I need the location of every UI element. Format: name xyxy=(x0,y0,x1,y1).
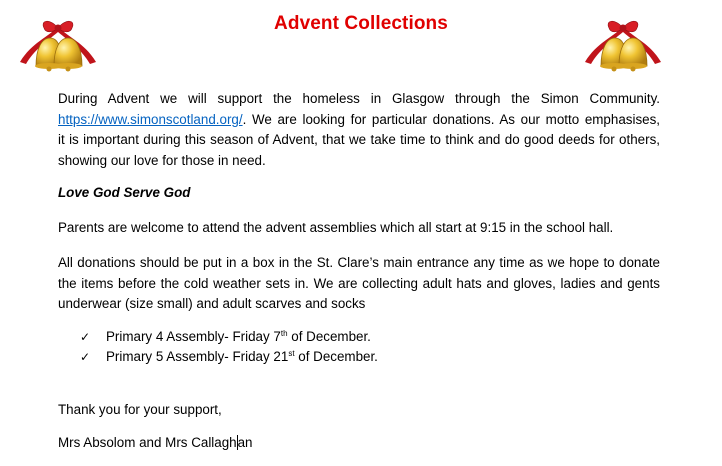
ordinal-suffix: th xyxy=(280,329,288,338)
list-item xyxy=(80,347,378,367)
assembly-list xyxy=(80,327,378,367)
page-title: Advent Collections xyxy=(274,13,448,34)
donations-line-3: underwear (size small) and adult scarves and socks xyxy=(58,296,366,311)
intro-paragraph xyxy=(58,89,660,171)
christmas-bells-icon xyxy=(583,18,663,74)
intro-line-3: it is important during this season of Advent, that we take time to think and do good deeds for others, xyxy=(58,132,660,147)
checkmark-icon: ✓ xyxy=(80,330,91,344)
assembly-date-prefix: Primary 5 Assembly- Friday 21 xyxy=(106,349,289,364)
assembly-date-prefix: Primary 4 Assembly- Friday 7 xyxy=(106,329,281,344)
ordinal-suffix: st xyxy=(288,349,295,358)
motto-heading: Love God Serve God xyxy=(58,185,191,200)
assemblies-paragraph: Parents are welcome to attend the advent assemblies which all start at 9:15 in the school hall. xyxy=(58,220,614,235)
assembly-date-rest: of December. xyxy=(294,349,378,364)
thanks-line: Thank you for your support, xyxy=(58,402,222,417)
assembly-text xyxy=(106,347,378,367)
donations-paragraph xyxy=(58,253,660,315)
intro-line-4: showing our love for those in need. xyxy=(58,152,266,168)
assembly-date-rest: of December. xyxy=(287,329,371,344)
checkmark-icon: ✓ xyxy=(80,350,91,364)
signoff-text-end: an xyxy=(237,435,253,450)
list-item xyxy=(80,327,378,347)
signoff-text-start: Mrs Absolom and Mrs Callagh xyxy=(58,435,237,450)
simon-community-link[interactable]: https://www.simonscotland.org/ xyxy=(58,111,243,127)
intro-line-2 xyxy=(58,110,660,131)
donations-line-2: the items before the cold weather sets in. We are collecting adult hats and gloves, ladies and gents xyxy=(58,275,660,291)
assembly-text xyxy=(106,327,371,347)
intro-line-2-text: . We are looking for particular donations. As our motto emphasises, xyxy=(242,111,660,127)
signoff-line[interactable] xyxy=(58,435,253,450)
donations-line-1: All donations should be put in a box in the St. Clare’s main entrance any time as we hope to donate xyxy=(58,255,660,270)
intro-line-1: During Advent we will support the homeless in Glasgow through the Simon Community. xyxy=(58,91,660,106)
